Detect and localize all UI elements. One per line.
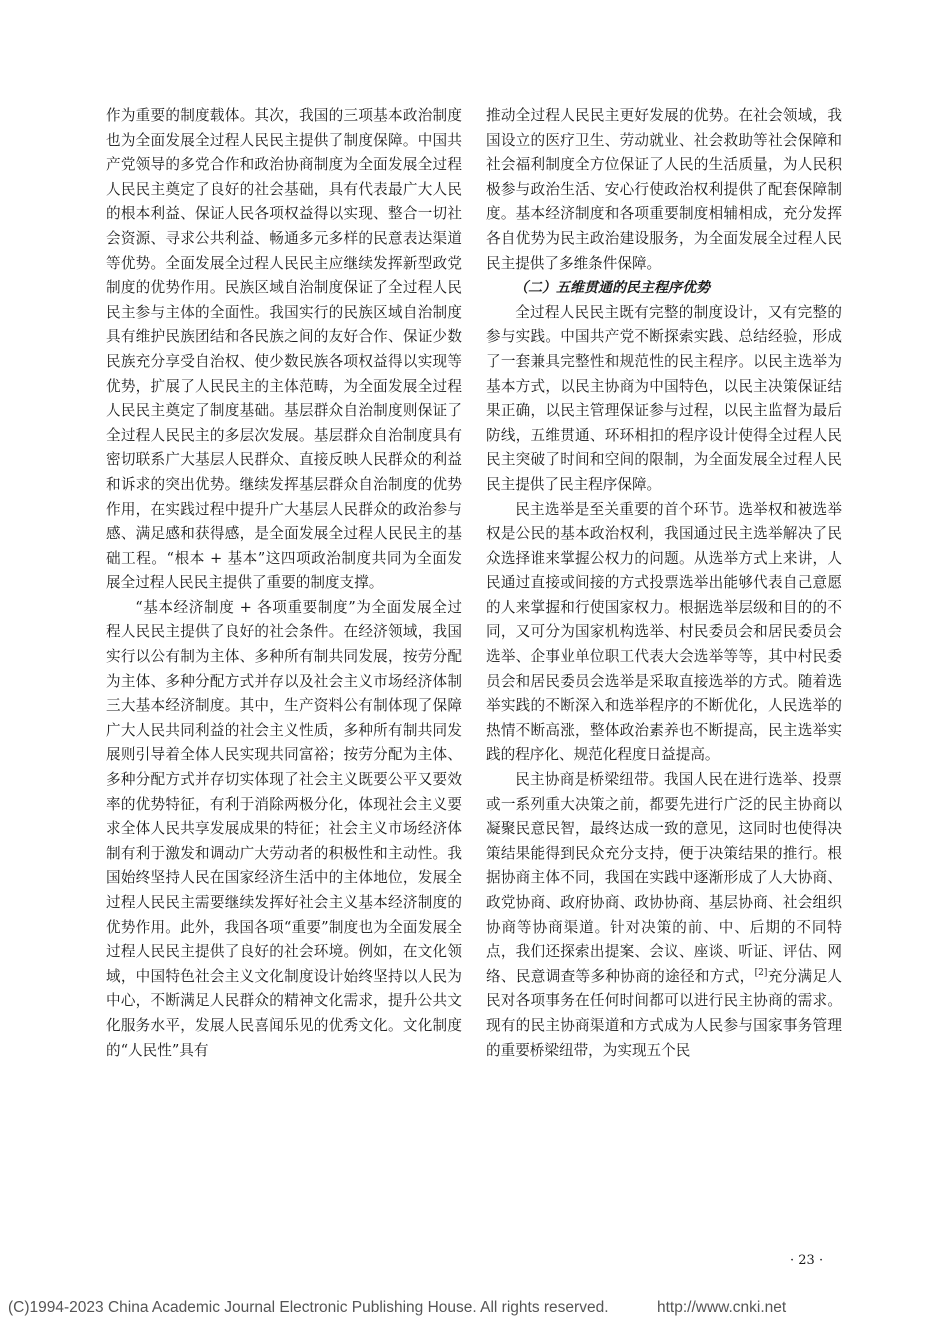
paragraph: 全过程人民民主既有完整的制度设计，又有完整的参与实践。中国共产党不断探索实践、总结经验，形成了一套兼具完整性和规范性的民主程序。以民主选举为基本方式，以民主协商为中国特色，以民主决策保证结果正确，以民主管理保证参与过程，以民主监督为最后防线，五维贯通、环环相扣的程序设计使得全过程人民民主突破了时间和空间的限制，为全面发展全过程人民民主提供了民主程序保障。 xyxy=(486,303,842,493)
citation-reference[interactable]: [2] xyxy=(754,967,768,978)
paragraph: “基本经济制度 + 各项重要制度”为全面发展全过程人民民主提供了良好的社会条件。在经济领域，我国实行以公有制为主体、多种所有制共同发展，按劳分配为主体、多种分配方式并存以及社会主义市场经济体制三大基本经济制度。其中，生产资料公有制体现了保障广大人民共同利益的社会主义性质，多种所有制共同发展则引导着全体人民实现共同富裕；按劳分配为主体、多种分配方式并存切实体现了社会主义既要公平又要效率的优势特征，有利于消除两极分化，体现社会主义要求全体人民共享发展成果的特征；社会主义市场经济体制有利于激发和调动广大劳动者的积极性和主动性。我国始终坚持人民在国家经济生活中的主体地位，发展全过程人民民主需要继续发挥好社会主义基本经济制度的优势作用。此外，我国各项“重要”制度也为全面发展全过程人民民主提供了良好的社会环境。例如，在文化领域，中国特色社会主义文化制度设计始终坚持以人民为中心，不断满足人民群众的精神文化需求，提升公共文化服务水平，发展人民喜闻乐见的优秀文化。文化制度的“人民性”具有 xyxy=(106,598,462,1059)
right-column xyxy=(486,104,842,1063)
paragraph: 推动全过程人民民主更好发展的优势。在社会领域，我国设立的医疗卫生、劳动就业、社会救助等社会保障和社会福利制度全方位保证了人民的生活质量，为人民积极参与政治生活、安心行使政治权利提供了配套保障制度。基本经济制度和各项重要制度相辅相成，充分发挥各自优势为民主政治建设服务，为全面发展全过程人民民主提供了多维条件保障。 xyxy=(486,107,842,272)
footer-link[interactable]: http://www.cnki.net xyxy=(657,1299,787,1316)
paragraph: 民主选举是至关重要的首个环节。选举权和被选举权是公民的基本政治权利，我国通过民主选举解决了民众选择谁来掌握公权力的问题。从选举方式上来讲，人民通过直接或间接的方式投票选举出能够代表自己意愿的人来掌握和行使国家权力。根据选举层级和目的的不同，又可分为国家机构选举、村民委员会和居民委员会选举、企事业单位职工代表大会选举等等，其中村民委员会和居民委员会选举是采取直接选举的方式。随着选举实践的不断深入和选举程序的不断优化，人民选举的热情不断高涨，整体政治素养也不断提高，民主选举实践的程序化、规范化程度日益提高。 xyxy=(486,500,842,764)
paragraph: 作为重要的制度载体。其次，我国的三项基本政治制度也为全面发展全过程人民民主提供了制度保障。中国共产党领导的多党合作和政治协商制度为全面发展全过程人民民主奠定了良好的社会基础，具有代表最广大人民的根本利益、保证人民各项权益得以实现、整合一切社会资源、寻求公共利益、畅通多元多样的民意表达渠道等优势。全面发展全过程人民民主应继续发挥新型政党制度的优势作用。民族区域自治制度保证了全过程人民民主参与主体的全面性。我国实行的民族区域自治制度具有维护民族团结和各民族之间的友好合作、保证少数民族充分享受自治权、使少数民族各项权益得以实现等优势，扩展了人民民主的主体范畴，为全面发展全过程人民民主奠定了制度基础。基层群众自治制度则保证了全过程人民民主的多层次发展。基层群众自治制度具有密切联系广大基层人民群众、直接反映人民群众的利益和诉求的突出优势。继续发挥基层群众自治制度的优势作用，在实践过程中提升广大基层人民群众的政治参与感、满足感和获得感，是全面发展全过程人民民主的基础工程。“根本 + 基本”这四项政治制度共同为全面发展全过程人民民主提供了重要的制度支撑。 xyxy=(106,107,462,592)
paragraph-text: 民主协商是桥梁纽带。我国人民在进行选举、投票或一系列重大决策之前，都要先进行广泛的民主协商以凝聚民意民智，最终达成一致的意见，这同时也使得决策结果能得到民众充分支持，便于决策结果的推行。根据协商主体不同，我国在实践中逐渐形成了人大协商、政党协商、政府协商、政协协商、基层协商、社会组织协商等协商渠道。针对决策的前、中、后期的不同特点，我们还探索出提案、会议、座谈、听证、评估、网络、民意调查等多种协商的途径和方式， xyxy=(486,771,842,985)
paragraph-text: 充分满足人民对各项事务在任何时间都可以进行民主协商的需求。现有的民主协商渠道和方式成为人民参与国家事务管理的重要桥梁纽带，为实现五个民 xyxy=(486,967,842,1059)
page-number: · 23 · xyxy=(790,1253,824,1268)
copyright-notice: (C)1994-2023 China Academic Journal Electronic Publishing House. All rights reserved. xyxy=(8,1299,609,1316)
left-column xyxy=(106,104,462,1063)
footer xyxy=(0,1293,950,1325)
paragraph xyxy=(486,768,842,1063)
section-heading: （二）五维贯通的民主程序优势 xyxy=(514,280,710,297)
